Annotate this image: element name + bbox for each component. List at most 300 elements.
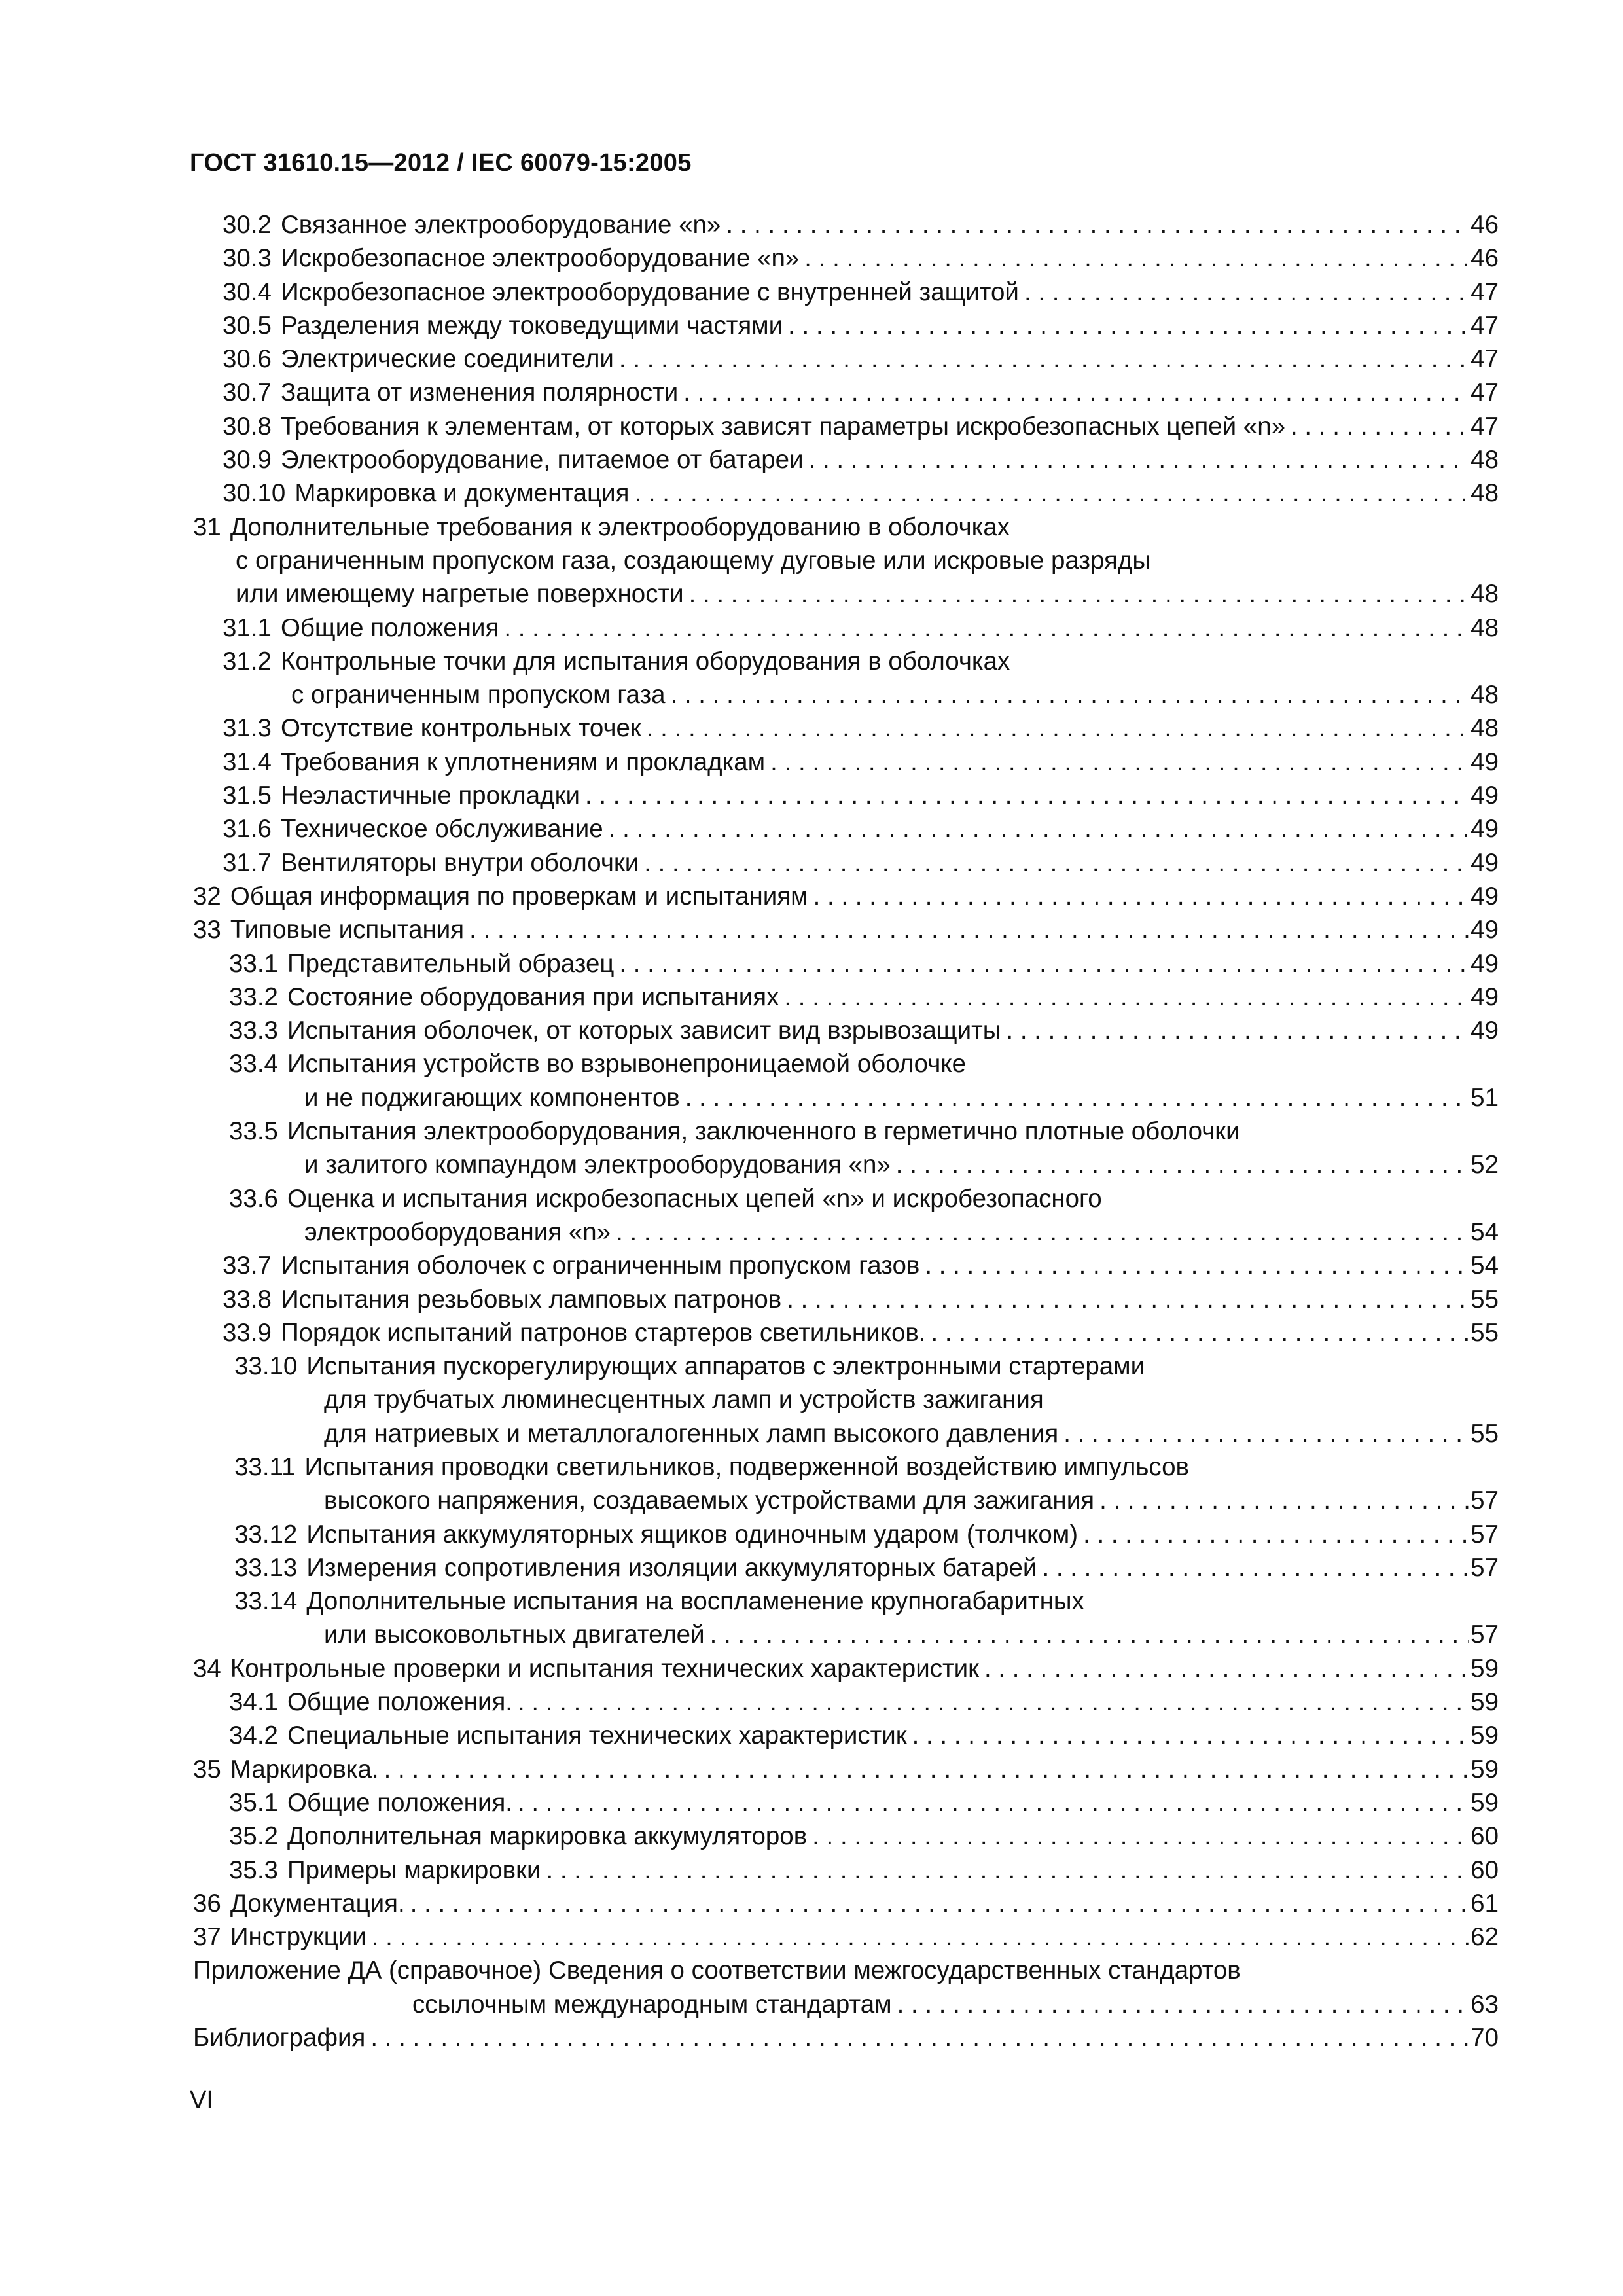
- toc-entry-content: [223, 812, 1499, 846]
- toc-entry-title: [223, 647, 1010, 675]
- toc-entry-number: 33: [193, 916, 221, 944]
- dot-leader: [1285, 410, 1469, 443]
- toc-entry-content: [324, 1484, 1499, 1517]
- toc-entry-number: 34.1: [229, 1688, 278, 1717]
- toc-entry-page: 59: [1471, 1721, 1499, 1750]
- toc-entry-number: 30.8: [223, 412, 272, 440]
- toc-entry-number: 34.2: [229, 1721, 278, 1750]
- toc-entry-content: [193, 1753, 1499, 1786]
- toc-entry: [193, 1182, 1499, 1215]
- dot-leader: [892, 1988, 1470, 2021]
- toc-entry-text: Общие положения.: [287, 1788, 512, 1817]
- toc-entry-content: [229, 947, 1499, 980]
- toc-entry-number: 33.14: [234, 1587, 298, 1616]
- toc-entry-title: [193, 1956, 1241, 1984]
- dot-leader: [1037, 1551, 1469, 1585]
- toc-entry-content: [234, 1551, 1499, 1585]
- toc-entry-page: 60: [1471, 1822, 1499, 1851]
- toc-entry-text: Инструкции: [230, 1923, 366, 1952]
- dot-leader: [365, 2021, 1469, 2054]
- toc-entry-content: [236, 577, 1499, 611]
- toc-entry: [193, 1148, 1499, 1181]
- toc-entry-number: 36: [193, 1889, 221, 1918]
- toc-entry-text: Представительный образец: [287, 949, 615, 978]
- toc-entry-title: [223, 208, 721, 242]
- dot-leader: [379, 1753, 1470, 1786]
- toc-entry-page: 47: [1471, 378, 1499, 407]
- toc-entry: [193, 443, 1499, 476]
- toc-entry-text: Состояние оборудования при испытаниях: [287, 982, 779, 1011]
- toc-entry-content: [229, 1047, 966, 1081]
- toc-entry-content: [223, 376, 1499, 409]
- toc-entry-page: 61: [1471, 1889, 1499, 1918]
- dot-leader: [580, 779, 1469, 812]
- toc-entry-text: и не поджигающих компонентов: [304, 1083, 680, 1112]
- toc-entry: [193, 242, 1499, 275]
- toc-entry-text: Приложение ДА (справочное) Сведения о соответствии межгосударственных стандартов: [193, 1956, 1241, 1985]
- dot-leader: [499, 611, 1469, 645]
- toc-entry-title: [229, 1014, 1001, 1047]
- toc-entry: [193, 1249, 1499, 1282]
- toc-entry-text: с ограниченным пропуском газа, создающему дуговые или искровые разряды: [236, 546, 1151, 575]
- toc-entry-title: [412, 1988, 892, 2021]
- toc-entry-content: [229, 1719, 1499, 1752]
- toc-entry-content: [223, 443, 1499, 476]
- toc-entry: [193, 980, 1499, 1014]
- toc-entry-content: [223, 309, 1499, 342]
- toc-entry-title: [223, 611, 499, 645]
- toc-entry-page: 46: [1471, 244, 1499, 273]
- toc-entry-content: [234, 1518, 1499, 1551]
- toc-entry-content: [236, 544, 1150, 577]
- toc-entry-page: 47: [1471, 412, 1499, 440]
- toc-entry-number: 31.1: [223, 613, 272, 642]
- toc-entry-text: или высоковольтных двигателей: [324, 1621, 705, 1649]
- toc-entry-text: Испытания устройств во взрывонепроницаемой оболочке: [287, 1050, 966, 1079]
- toc-entry-content: [229, 1786, 1499, 1820]
- toc-entry-page: 49: [1471, 882, 1499, 910]
- toc-entry-content: [223, 242, 1499, 275]
- toc-entry-title: [223, 376, 678, 409]
- dot-leader: [666, 678, 1470, 711]
- toc-entry: [193, 544, 1499, 577]
- toc-entry-text: Библиография: [193, 2024, 366, 2053]
- dot-leader: [512, 1786, 1469, 1820]
- toc-entry-text: Искробезопасное электрооборудование с внутренней защитой: [280, 278, 1019, 306]
- toc-entry-title: [193, 2021, 365, 2054]
- toc-entry-title: [234, 1352, 1145, 1380]
- toc-entry-number: 30.6: [223, 345, 272, 374]
- toc-entry-text: Дополнительная маркировка аккумуляторов: [287, 1822, 808, 1851]
- toc-entry: [193, 1551, 1499, 1585]
- toc-entry-title: [193, 913, 464, 946]
- toc-entry-text: Связанное электрооборудование «n»: [280, 211, 721, 239]
- dot-leader: [684, 577, 1470, 611]
- toc-entry-title: [193, 513, 1010, 541]
- toc-entry-content: [223, 1316, 1499, 1350]
- toc-entry-title: [229, 1820, 807, 1853]
- toc-entry-title: [304, 1215, 611, 1249]
- dot-leader: [366, 1920, 1469, 1954]
- toc-entry-page: 48: [1471, 580, 1499, 609]
- toc-entry: [193, 577, 1499, 611]
- toc-entry-title: [193, 1920, 366, 1954]
- toc-entry-content: [291, 678, 1499, 711]
- toc-entry-page: 49: [1471, 1016, 1499, 1045]
- toc-entry: [193, 2021, 1499, 2054]
- toc-entry-page: 60: [1471, 1856, 1499, 1884]
- toc-entry-number: 37: [193, 1923, 221, 1952]
- dot-leader: [680, 1081, 1469, 1115]
- toc-entry-text: Типовые испытания: [230, 916, 465, 944]
- dot-leader: [781, 1283, 1469, 1316]
- toc-entry-page: 46: [1471, 211, 1499, 239]
- toc-entry: [193, 1047, 1499, 1081]
- toc-entry-content: [193, 1920, 1499, 1954]
- toc-entry-content: [324, 1618, 1499, 1651]
- dot-leader: [614, 342, 1469, 376]
- toc-entry-page: 57: [1471, 1520, 1499, 1549]
- toc-entry-title: [229, 1185, 1102, 1213]
- dot-leader: [808, 880, 1470, 913]
- toc-entry-page: 47: [1471, 311, 1499, 340]
- toc-entry-page: 48: [1471, 613, 1499, 642]
- toc-entry-number: 31.7: [223, 848, 272, 877]
- toc-entry-page: 49: [1471, 815, 1499, 844]
- toc-entry-number: 33.12: [234, 1520, 298, 1549]
- toc-entry-number: 33.1: [229, 949, 278, 978]
- toc-entry-title: [223, 410, 1285, 443]
- toc-entry-content: [304, 1148, 1499, 1181]
- toc-entry: [193, 342, 1499, 376]
- toc-entry-text: Контрольные проверки и испытания технических характеристик: [230, 1654, 979, 1683]
- toc-entry-text: Дополнительные испытания на воспламенение крупногабаритных: [306, 1587, 1084, 1616]
- toc-entry-title: [234, 1587, 1084, 1615]
- toc-entry-page: 62: [1471, 1923, 1499, 1952]
- toc-entry-number: 35: [193, 1755, 221, 1784]
- toc-entry-title: [223, 812, 603, 846]
- toc-entry-page: 63: [1471, 1990, 1499, 2018]
- dot-leader: [464, 913, 1469, 946]
- toc-entry-text: для натриевых и металлогалогенных ламп высокого давления: [324, 1419, 1059, 1448]
- toc-entry-content: [412, 1988, 1499, 2021]
- toc-entry: [193, 711, 1499, 745]
- toc-entry-content: [223, 410, 1499, 443]
- toc-entry-title: [193, 880, 808, 913]
- toc-entry-title: [291, 678, 666, 711]
- toc-entry-number: 33.5: [229, 1117, 278, 1146]
- toc-entry-title: [229, 1719, 907, 1752]
- toc-entry-content: [229, 1182, 1102, 1215]
- toc-entry-title: [193, 1652, 979, 1685]
- toc-entry-title: [324, 1618, 705, 1651]
- dot-leader: [1078, 1518, 1469, 1551]
- dot-leader: [907, 1719, 1470, 1752]
- toc-entry-content: [234, 1450, 1189, 1484]
- toc-entry: [193, 1920, 1499, 1954]
- toc-entry-page: 49: [1471, 848, 1499, 877]
- toc-entry-title: [223, 1316, 926, 1350]
- toc-entry-title: [193, 1887, 405, 1920]
- toc-entry-title: [193, 1753, 379, 1786]
- page-header: ГОСТ 31610.15—2012 / IEC 60079-15:2005: [190, 149, 692, 177]
- toc-entry-title: [223, 1283, 781, 1316]
- dot-leader: [891, 1148, 1469, 1181]
- toc-entry-title: [229, 1786, 512, 1820]
- toc-entry: [193, 1786, 1499, 1820]
- toc-entry-text: ссылочным международным стандартам: [412, 1990, 892, 2018]
- toc-entry-text: Искробезопасное электрооборудование «n»: [280, 244, 800, 273]
- toc-entry-number: 31.2: [223, 647, 272, 675]
- toc-entry-content: [223, 846, 1499, 880]
- toc-entry-content: [223, 711, 1499, 745]
- toc-entry-number: 30.7: [223, 378, 272, 407]
- toc-entry: [193, 1014, 1499, 1047]
- dot-leader: [611, 1215, 1469, 1249]
- toc-entry-content: [304, 1081, 1499, 1115]
- toc-entry-content: [223, 208, 1499, 242]
- toc-entry-content: [324, 1417, 1499, 1450]
- toc-entry-content: [229, 1685, 1499, 1719]
- toc-entry-content: [223, 745, 1499, 779]
- toc-entry: [193, 913, 1499, 946]
- toc-entry-text: с ограниченным пропуском газа: [291, 681, 666, 709]
- toc-entry-title: [223, 443, 804, 476]
- toc-entry-content: [193, 1652, 1499, 1685]
- table-of-contents: [193, 208, 1499, 2054]
- toc-entry-title: [234, 1551, 1037, 1585]
- dot-leader: [1019, 276, 1469, 309]
- toc-entry: [193, 376, 1499, 409]
- toc-entry-number: 33.6: [229, 1184, 278, 1213]
- toc-entry-title: [324, 1417, 1058, 1450]
- toc-entry-content: [193, 1954, 1241, 1987]
- toc-entry-title: [229, 1050, 966, 1078]
- dot-leader: [629, 476, 1469, 510]
- toc-entry: [193, 745, 1499, 779]
- toc-entry: [193, 208, 1499, 242]
- toc-entry-number: 35.3: [229, 1856, 278, 1884]
- toc-entry-title: [324, 1386, 1044, 1414]
- toc-entry: [193, 476, 1499, 510]
- dot-leader: [926, 1316, 1470, 1350]
- toc-entry: [193, 779, 1499, 812]
- toc-entry-number: 33.8: [223, 1285, 272, 1314]
- toc-entry-content: [223, 611, 1499, 645]
- toc-entry-text: Требования к элементам, от которых зависят параметры искробезопасных цепей «n»: [280, 412, 1286, 440]
- toc-entry-title: [223, 309, 783, 342]
- toc-entry-page: 48: [1471, 681, 1499, 709]
- toc-entry-page: 55: [1471, 1318, 1499, 1347]
- toc-entry-content: [229, 1854, 1499, 1887]
- toc-entry-page: 70: [1471, 2024, 1499, 2053]
- toc-entry: [193, 1383, 1499, 1416]
- dot-leader: [405, 1887, 1469, 1920]
- toc-entry-page: 52: [1471, 1151, 1499, 1179]
- toc-entry: [193, 1854, 1499, 1887]
- toc-entry-text: Требования к уплотнениям и прокладкам: [280, 747, 766, 776]
- toc-entry-title: [223, 1249, 919, 1282]
- toc-entry-number: 33.11: [234, 1452, 296, 1481]
- toc-entry-content: [229, 1014, 1499, 1047]
- toc-entry-text: Общие положения.: [287, 1688, 512, 1717]
- dot-leader: [603, 812, 1469, 846]
- toc-entry-content: [193, 1887, 1499, 1920]
- toc-entry: [193, 1820, 1499, 1853]
- toc-entry: [193, 1685, 1499, 1719]
- toc-entry-number: 31.5: [223, 781, 272, 810]
- toc-entry-page: 48: [1471, 446, 1499, 475]
- toc-entry-title: [229, 1685, 512, 1719]
- toc-entry-number: 33.10: [234, 1352, 298, 1381]
- toc-entry: [193, 1115, 1499, 1148]
- toc-entry-page: 51: [1471, 1083, 1499, 1112]
- toc-entry-text: Испытания электрооборудования, заключенного в герметично плотные оболочки: [287, 1117, 1240, 1146]
- dot-leader: [765, 745, 1469, 779]
- dot-leader: [779, 980, 1469, 1014]
- toc-entry: [193, 1450, 1499, 1484]
- toc-entry-text: Специальные испытания технических характеристик: [287, 1721, 907, 1750]
- dot-leader: [804, 443, 1470, 476]
- toc-entry-page: 49: [1471, 781, 1499, 810]
- toc-entry-content: [229, 980, 1499, 1014]
- toc-entry-number: 31.4: [223, 747, 272, 776]
- toc-entry-content: [193, 511, 1010, 544]
- toc-entry-title: [223, 476, 629, 510]
- toc-entry-page: 54: [1471, 1251, 1499, 1280]
- toc-entry-text: Вентиляторы внутри оболочки: [280, 848, 639, 877]
- toc-entry-number: 30.2: [223, 211, 272, 239]
- toc-entry-page: 55: [1471, 1285, 1499, 1314]
- toc-entry-number: 33.7: [223, 1251, 272, 1280]
- toc-entry-content: [234, 1585, 1084, 1618]
- toc-entry-number: 35.2: [229, 1822, 278, 1851]
- toc-entry-page: 59: [1471, 1755, 1499, 1784]
- toc-entry-title: [229, 980, 779, 1014]
- toc-entry-text: Оценка и испытания искробезопасных цепей «n» и искробезопасного: [287, 1184, 1102, 1213]
- toc-entry-number: 31.3: [223, 714, 272, 743]
- toc-entry: [193, 410, 1499, 443]
- toc-entry-content: [229, 1820, 1499, 1853]
- toc-entry-page: 48: [1471, 714, 1499, 743]
- toc-entry-title: [234, 1518, 1078, 1551]
- dot-leader: [1094, 1484, 1469, 1517]
- toc-entry-number: 30.5: [223, 311, 272, 340]
- toc-entry-title: [304, 1148, 891, 1181]
- toc-entry-page: 57: [1471, 1486, 1499, 1515]
- toc-entry-content: [304, 1215, 1499, 1249]
- toc-entry-number: 33.4: [229, 1050, 278, 1079]
- toc-entry-number: 32: [193, 882, 221, 910]
- toc-entry: [193, 812, 1499, 846]
- toc-entry-content: [223, 476, 1499, 510]
- toc-entry-number: 30.10: [223, 479, 286, 508]
- toc-entry: [193, 1652, 1499, 1685]
- toc-entry-title: [223, 711, 641, 745]
- toc-entry-text: высокого напряжения, создаваемых устройствами для зажигания: [324, 1486, 1095, 1515]
- toc-entry-number: 31: [193, 512, 221, 541]
- toc-entry: [193, 880, 1499, 913]
- toc-entry-title: [229, 947, 614, 980]
- toc-entry-number: 33.3: [229, 1016, 278, 1045]
- toc-entry-page: 59: [1471, 1654, 1499, 1683]
- toc-entry: [193, 1484, 1499, 1517]
- toc-entry: [193, 645, 1499, 678]
- toc-entry-text: Испытания пускорегулирующих аппаратов с электронными стартерами: [306, 1352, 1145, 1381]
- toc-entry: [193, 1887, 1499, 1920]
- toc-entry-text: Общая информация по проверкам и испытаниям: [230, 882, 808, 910]
- toc-entry-page: 49: [1471, 916, 1499, 944]
- toc-entry-title: [223, 342, 614, 376]
- toc-entry-page: 59: [1471, 1788, 1499, 1817]
- toc-entry-text: Примеры маркировки: [287, 1856, 541, 1884]
- toc-entry-title: [223, 242, 799, 275]
- toc-entry: [193, 611, 1499, 645]
- toc-entry-number: 33.9: [223, 1318, 272, 1347]
- toc-entry: [193, 1518, 1499, 1551]
- toc-entry-text: Испытания оболочек с ограниченным пропуском газов: [280, 1251, 920, 1280]
- toc-entry: [193, 1417, 1499, 1450]
- toc-entry-number: 30.9: [223, 446, 272, 475]
- dot-leader: [512, 1685, 1469, 1719]
- toc-entry-text: Порядок испытаний патронов стартеров светильников.: [280, 1318, 926, 1347]
- toc-entry-title: [236, 547, 1150, 575]
- toc-entry: [193, 309, 1499, 342]
- toc-entry: [193, 1618, 1499, 1651]
- toc-entry-title: [229, 1117, 1240, 1145]
- toc-entry-title: [324, 1484, 1094, 1517]
- toc-entry: [193, 511, 1499, 544]
- dot-leader: [919, 1249, 1469, 1282]
- toc-entry-text: Испытания проводки светильников, подверженной воздействию импульсов: [304, 1452, 1189, 1481]
- dot-leader: [1058, 1417, 1469, 1450]
- toc-entry-text: Документация.: [230, 1889, 405, 1918]
- toc-entry-page: 47: [1471, 345, 1499, 374]
- toc-entry: [193, 1215, 1499, 1249]
- toc-entry-title: [234, 1453, 1189, 1481]
- toc-entry-text: Отсутствие контрольных точек: [280, 714, 641, 743]
- toc-entry-content: [223, 645, 1010, 678]
- toc-entry-content: [223, 276, 1499, 309]
- toc-entry-page: 49: [1471, 982, 1499, 1011]
- toc-entry-number: 30.3: [223, 244, 272, 273]
- toc-entry-title: [223, 779, 580, 812]
- toc-entry-number: 33.13: [234, 1553, 298, 1582]
- toc-entry-content: [223, 1283, 1499, 1316]
- toc-entry: [193, 1753, 1499, 1786]
- toc-entry-text: Электрооборудование, питаемое от батареи: [280, 446, 804, 475]
- toc-entry-text: Испытания аккумуляторных ящиков одиночным ударом (толчком): [306, 1520, 1079, 1549]
- dot-leader: [639, 846, 1469, 880]
- toc-entry-text: Маркировка и документация: [294, 479, 630, 508]
- toc-entry: [193, 1954, 1499, 1987]
- toc-entry-number: 35.1: [229, 1788, 278, 1817]
- dot-leader: [1001, 1014, 1469, 1047]
- toc-entry-title: [304, 1081, 680, 1115]
- toc-entry-page: 54: [1471, 1217, 1499, 1246]
- toc-entry-page: 49: [1471, 747, 1499, 776]
- toc-entry-text: Неэластичные прокладки: [280, 781, 580, 810]
- toc-entry-page: 55: [1471, 1419, 1499, 1448]
- toc-entry: [193, 1350, 1499, 1383]
- dot-leader: [705, 1618, 1470, 1651]
- toc-entry-content: [324, 1383, 1044, 1416]
- toc-entry: [193, 1316, 1499, 1350]
- toc-entry-page: 48: [1471, 479, 1499, 508]
- toc-entry-title: [223, 846, 639, 880]
- toc-entry-text: Испытания резьбовых ламповых патронов: [280, 1285, 782, 1314]
- toc-entry-text: Общие положения: [280, 613, 499, 642]
